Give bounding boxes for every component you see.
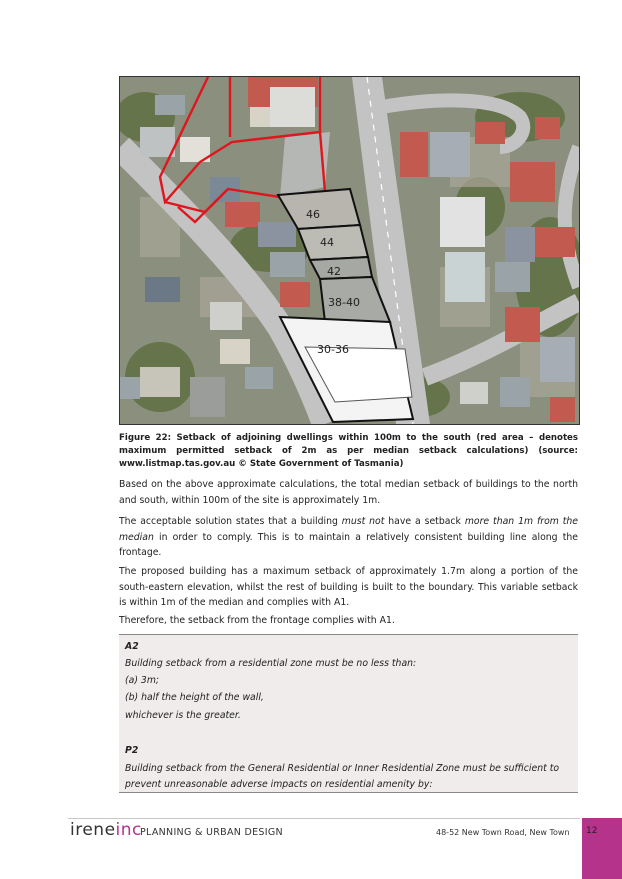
text-span: in order to comply. This is to maintain a relatively consistent building line along the frontage.: [119, 531, 578, 558]
paragraph-acceptable-solution: [119, 514, 578, 561]
footer-address: 48-52 New Town Road, New Town: [436, 828, 570, 837]
aerial-figure: [119, 76, 580, 425]
lot-label-46: 46: [306, 208, 320, 221]
footer-divider: [68, 818, 580, 819]
p2-text-line1: Building setback from the General Residential or Inner Residential Zone must be sufficient to: [125, 763, 560, 774]
lot-label-38-40: 38-40: [328, 296, 360, 309]
a2-whichever: whichever is the greater.: [125, 710, 241, 721]
aerial-map: [120, 77, 579, 424]
paragraph-conclusion: Therefore, the setback from the frontage complies with A1.: [119, 615, 395, 626]
lot-label-44: 44: [320, 236, 334, 249]
a2-heading: A2: [125, 641, 139, 652]
a2-text: Building setback from a residential zone must be no less than:: [125, 658, 417, 669]
page-number-tab: [582, 818, 622, 879]
brand-suffix: inc: [115, 820, 142, 840]
a2-item-b: (b) half the height of the wall,: [125, 692, 264, 703]
brand-logo: [70, 820, 142, 840]
a2-item-a: (a) 3m;: [125, 675, 160, 686]
p2-heading: P2: [125, 745, 139, 756]
text-span: The acceptable solution states that a building: [119, 516, 342, 527]
p2-text-line2: prevent unreasonable adverse impacts on residential amenity by:: [125, 779, 433, 790]
standard-box: [119, 634, 578, 793]
text-span: have a setback: [384, 516, 465, 527]
lot-label-30-36: 30-36: [317, 343, 349, 356]
emphasis-text: must not: [341, 516, 385, 527]
paragraph-median-setback: Based on the above approximate calculations, the total median setback of buildings to the north and south, within 100m of the site is approximately 1m.: [119, 479, 578, 506]
figure-caption: Figure 22: Setback of adjoining dwellings within 100m to the south (red area – denotes maximum permitted setback of 2m as per median setback calculations) (source: www.listmap.tas.gov.au © State Government of Tasmania): [119, 433, 578, 469]
brand-name: irene: [70, 820, 116, 840]
brand-tagline: PLANNING & URBAN DESIGN: [140, 827, 283, 838]
emphasis-text: more than 1m from the median: [119, 516, 578, 543]
page-number: 12: [586, 826, 598, 836]
paragraph-proposed-building: The proposed building has a maximum setback of approximately 1.7m along a portion of the south-eastern elevation, whilst the rest of building is built to the boundary. This variable setback is within 1m of the median and complies with A1.: [119, 566, 578, 608]
lot-label-42: 42: [327, 265, 341, 278]
